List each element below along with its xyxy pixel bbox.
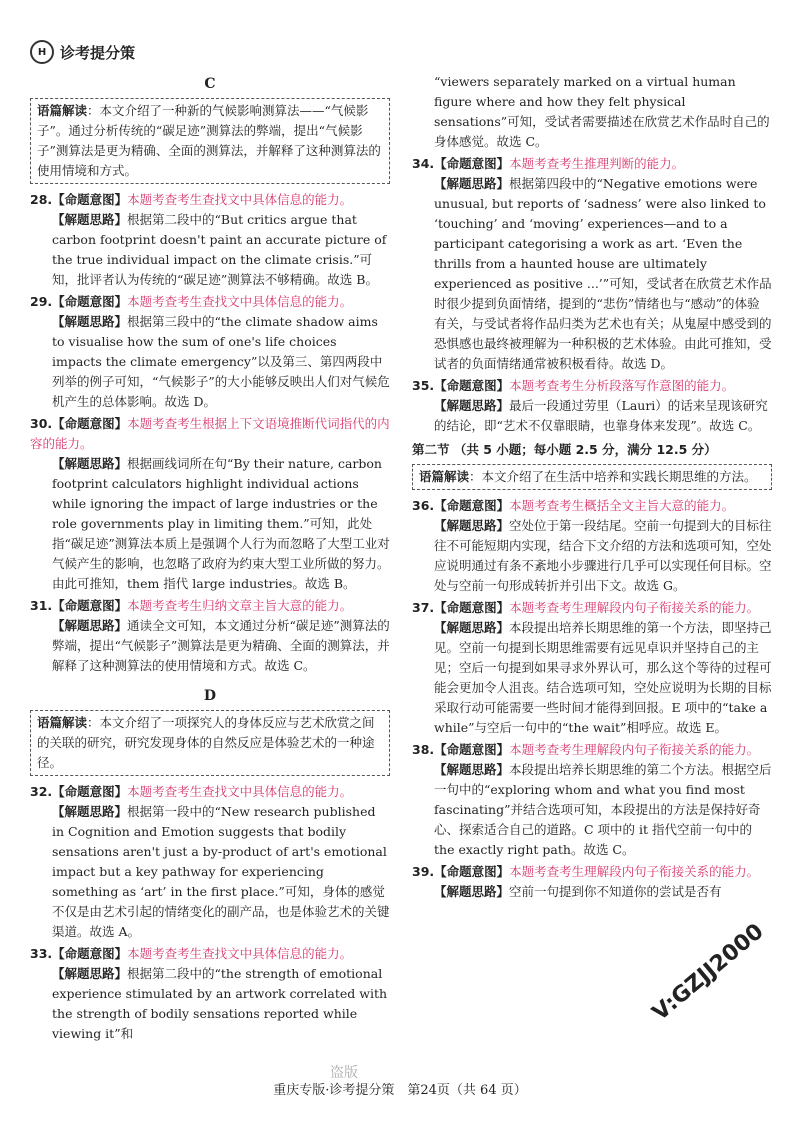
intent-text: 本题考查考生查找文中具体信息的能力。 [127,294,353,309]
question-34 [412,154,772,374]
section-letter-d: D [203,688,217,704]
page-footer: 重庆专版·诊考提分策 第24页（共 64 页） [273,1083,527,1098]
intent-text: 本题考查考生归纳文章主旨大意的能力。 [127,598,353,613]
section-2-title: 第二节 （共 5 小题；每小题 2.5 分，满分 12.5 分） [412,442,717,457]
question-number: 38. [412,742,435,757]
summary-text: ：本文介绍了在生活中培养和实践长期思维的方法。 [469,469,757,484]
intent-tag: 【命题意图】 [434,600,510,615]
summary-box-section-2 [412,464,772,490]
question-number: 35. [412,378,435,393]
intent-tag: 【命题意图】 [52,598,128,613]
question-33 [30,944,390,1044]
intent-tag: 【命题意图】 [434,864,510,879]
intent-tag: 【命题意图】 [52,294,128,309]
solution-tag: 【解题思路】 [434,398,510,413]
question-number: 34. [412,156,435,171]
left-column [30,72,390,1044]
summary-box-c [30,98,390,184]
intent-text: 本题考查考生概括全文主旨大意的能力。 [509,498,735,513]
solution-tag: 【解题思路】 [52,618,128,633]
question-number: 33. [30,946,53,961]
solution-tag: 【解题思路】 [434,884,510,899]
solution-text: 根据第二段中的“the strength of emotional experience stimulated by an artwork correlated with the strength of bodily sensations reported while viewing it”和 [52,966,388,1041]
solution-tag: 【解题思路】 [52,456,128,471]
intent-tag: 【命题意图】 [434,156,510,171]
intent-tag: 【命题意图】 [52,946,128,961]
solution-tag: 【解题思路】 [52,804,128,819]
intent-tag: 【命题意图】 [52,416,128,431]
intent-text: 本题考查考生根据上下文语境推断代词指代的内容的能力。 [30,416,390,451]
question-29 [30,292,390,412]
question-36 [412,496,772,596]
solution-text: 根据画线词所在句“By their nature, carbon footprint calculators highlight individual actions while ignoring the impact of large industries or the role governments play in limiting them.”可知，此处指“碳足迹”测算法本质上是强调个人行为而忽略了大型工业对气候产生的影响，也忽略了政府为约束大型工业所做的努力。由此可推知，them 指代 large industries。故选 B。 [52,456,390,591]
solution-tag: 【解题思路】 [52,314,128,329]
summary-label: 语篇解读 [37,103,88,118]
intent-text: 本题考查考生理解段内句子衔接关系的能力。 [509,600,760,615]
question-number: 29. [30,294,53,309]
solution-text: 空前一句提到你不知道你的尝试是否有 [509,884,722,899]
solution-tag: 【解题思路】 [434,518,510,533]
question-number: 37. [412,600,435,615]
question-31 [30,596,390,676]
intent-tag: 【命题意图】 [434,378,510,393]
solution-text: 本段提出培养长期思维的第二个方法。根据空后一句中的“exploring whom and what you find most fascinating”并结合选项可知，本段提出的方法是保持好奇心、探索适合自己的道路。C 项中的 it 指代空前一句中的 the exactly right path。故选 C。 [434,762,772,857]
summary-label: 语篇解读 [37,715,88,730]
question-33-continued: “viewers separately marked on a virtual human figure where and how they felt physical sensations”可知，受试者需要描述在欣赏艺术作品时自己的身体感觉。故选 C。 [434,74,770,149]
question-number: 39. [412,864,435,879]
question-39 [412,862,772,902]
question-35 [412,376,772,436]
intent-tag: 【命题意图】 [52,784,128,799]
intent-text: 本题考查考生理解段内句子衔接关系的能力。 [509,742,760,757]
intent-text: 本题考查考生推理判断的能力。 [509,156,685,171]
brand-logo: H [30,40,54,64]
solution-tag: 【解题思路】 [52,212,128,227]
solution-tag: 【解题思路】 [434,176,510,191]
question-32 [30,782,390,942]
header-title: 诊考提分策 [60,43,136,62]
intent-text: 本题考查考生查找文中具体信息的能力。 [127,192,353,207]
solution-text: 本段提出培养长期思维的第一个方法，即坚持己见。空前一句提到长期思维需要有远见卓识并坚持自己的主见；空后一句提到如果寻求外界认可，那么这个等待的过程可能会更加令人沮丧。结合选项可知，空处应说明为长期的目标采取行动可能需要一些时间才能得到回报。E 项中的“take a while”与空后一句中的“the wait”相呼应。故选 E。 [434,620,772,735]
right-column [412,72,772,902]
summary-box-d [30,710,390,776]
question-number: 32. [30,784,53,799]
summary-text: ：本文介绍了一项探究人的身体反应与艺术欣赏之间的关联的研究，研究发现身体的自然反应是体验艺术的一种途径。 [37,715,375,770]
watermark: V:GZJJ2000 [647,919,769,1026]
question-number: 31. [30,598,53,613]
question-30 [30,414,390,594]
stamp-mark: 盗版 [330,1065,358,1081]
question-number: 30. [30,416,53,431]
intent-text: 本题考查考生分析段落写作意图的能力。 [509,378,735,393]
summary-label: 语篇解读 [419,469,470,484]
solution-text: 根据第一段中的“New research published in Cognition and Emotion suggests that bodily sensations aren't just a by-product of art's emotional impact but a key pathway for experiencing something as ‘art’ in the first place.”可知，身体的感觉不仅是由艺术引起的情绪变化的副产品，也是体验艺术的关键渠道。故选 A。 [52,804,390,939]
section-letter-c: C [204,76,216,92]
intent-tag: 【命题意图】 [434,742,510,757]
summary-text: ：本文介绍了一种新的气候影响测算法——“气候影子”。通过分析传统的“碳足迹”测算法的弊端，提出“气候影子”测算法是更为精确、全面的测算法，并解释了这种测算法的使用情境和方式。 [37,103,381,178]
solution-text: 根据第四段中的“Negative emotions were unusual, but reports of ‘sadness’ were also linked to ‘touching’ and ‘moving’ experiences—and to a participant categorising a work as art. ‘Even the thrills from a haunted house are ultimately experienced as positive ...’”可知，受试者在欣赏艺术作品时很少提到负面情绪，提到的“悲伤”情绪也与“感动”的体验有关，与受试者将作品归类为艺术也有关；从鬼屋中感受到的恐惧感也最终被理解为一种积极的艺术体验。由此可推知，受试者的负面情绪通常被积极看待。故选 D。 [434,176,772,371]
intent-text: 本题考查考生查找文中具体信息的能力。 [127,784,353,799]
intent-text: 本题考查考生查找文中具体信息的能力。 [127,946,353,961]
solution-text: 根据第三段中的“the climate shadow aims to visualise how the sum of one's life choices impacts the climate emergency”以及第三、第四两段中列举的例子可知，“气候影子”的大小能够反映出人们对气候危机产生的总体影响。故选 D。 [52,314,390,409]
solution-text: 最后一段通过劳里（Lauri）的话来呈现该研究的结论，即“艺术不仅靠眼睛，也靠身体来发现”。故选 C。 [434,398,768,433]
question-number: 36. [412,498,435,513]
solution-text: 空处位于第一段结尾。空前一句提到大的目标往往不可能短期内实现，结合下文介绍的方法和选项可知，空处应说明通过有条不紊地小步骤进行几乎可以实现任何目标。空处与空前一句形成转折并引出下文。故选 G。 [434,518,772,593]
question-38 [412,740,772,860]
page-header [30,40,135,64]
solution-text: 通读全文可知，本文通过分析“碳足迹”测算法的弊端，提出“气候影子”测算法是更为精确、全面的测算法，并解释了这种测算法的使用情境和方式。故选 C。 [52,618,390,673]
intent-tag: 【命题意图】 [52,192,128,207]
intent-text: 本题考查考生理解段内句子衔接关系的能力。 [509,864,760,879]
question-number: 28. [30,192,53,207]
question-28 [30,190,390,290]
intent-tag: 【命题意图】 [434,498,510,513]
question-37 [412,598,772,738]
solution-text: 根据第二段中的“But critics argue that carbon footprint doesn't paint an accurate picture of the true individual impact on the climate crisis.”可知，批评者认为传统的“碳足迹”测算法不够精确。故选 B。 [52,212,387,287]
solution-tag: 【解题思路】 [434,762,510,777]
solution-tag: 【解题思路】 [52,966,128,981]
solution-tag: 【解题思路】 [434,620,510,635]
